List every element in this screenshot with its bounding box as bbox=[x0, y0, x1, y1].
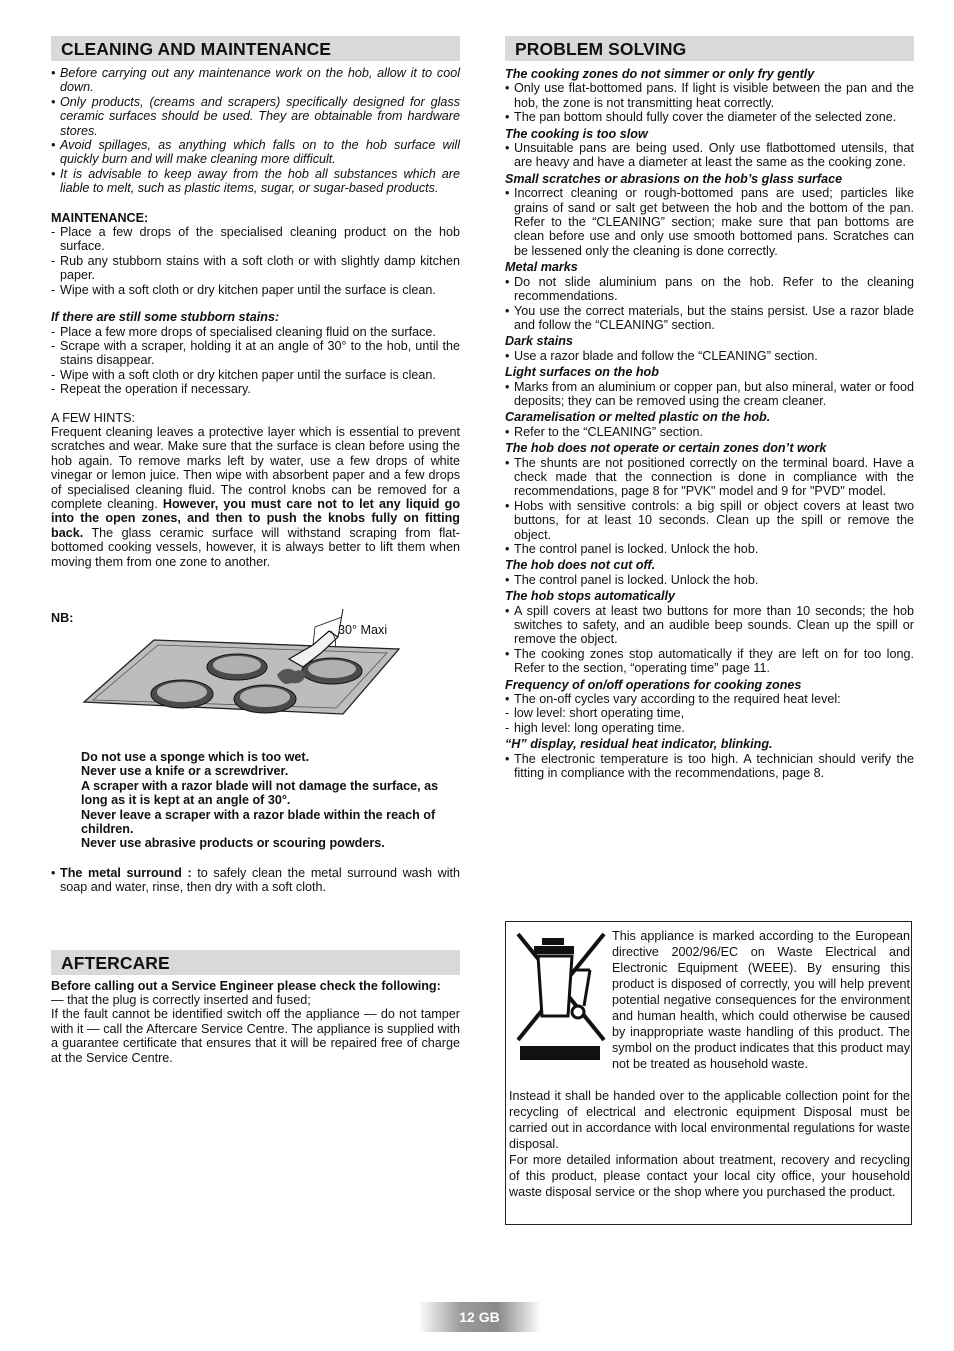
warning-item: Never leave a scraper with a razor blade within the reach of children. bbox=[81, 807, 436, 837]
list-item: • Marks from an aluminium or copper pan, but also mineral, water or food deposits; they can be removed using the cream cleaner. bbox=[505, 380, 914, 409]
right-column bbox=[505, 36, 914, 781]
list-item: • Hobs with sensitive controls: a big spill or object covers at least two buttons, for at least 10 seconds. Clean up the spill or remove the object. bbox=[505, 499, 914, 542]
stubborn-list bbox=[51, 325, 460, 397]
aftercare-line: — that the plug is correctly inserted and fused; bbox=[51, 993, 311, 1008]
problem-heading: The hob does not cut off. bbox=[505, 558, 656, 573]
hints-warning: However, you must care not to let any liquid go into the open zones, and then to push the knobs fully on fitting back. bbox=[51, 496, 461, 540]
hob-scraper-diagram bbox=[51, 607, 460, 742]
list-item: • Only products, (creams and scrapers) specifically designed for glass ceramic surfaces should be used. They are obtainable from hardware stores. bbox=[51, 95, 460, 138]
list-item: • Incorrect cleaning or rough-bottomed pans are used; particles like grains of sand or salt get between the hob and the bottom of the pan. Refer to the “CLEANING” section; make sure that pan bottoms are clean before use and only use smooth bottomed pans. Scratches can be lessened only the cleaning is done correctly. bbox=[505, 186, 914, 258]
problem-heading: The hob does not operate or certain zones don’t work bbox=[505, 441, 827, 456]
crossed-bin-icon bbox=[512, 930, 608, 1060]
list-item: • You use the correct materials, but the stains persist. Use a razor blade and follow the “CLEANING” section. bbox=[505, 304, 914, 333]
list-item bbox=[51, 866, 460, 895]
problem-heading: Metal marks bbox=[505, 260, 578, 275]
list-item: - Rub any stubborn stains with a soft cloth or with slightly damp kitchen paper. bbox=[51, 254, 460, 283]
aftercare-intro: Before calling out a Service Engineer please check the following: bbox=[51, 978, 441, 993]
list-item: - Place a few more drops of specialised cleaning fluid on the surface. bbox=[51, 325, 460, 339]
hints-paragraph bbox=[51, 425, 460, 569]
warning-item: Never use abrasive products or scouring powders. bbox=[81, 836, 385, 851]
list-item: - high level: long operating time. bbox=[505, 721, 914, 735]
warning-item: Never use a knife or a screwdriver. bbox=[81, 764, 289, 779]
nb-label: NB: bbox=[51, 611, 74, 625]
metal-surround-text: to safely clean the metal surround wash with soap and water, rinse, then dry with a soft cloth. bbox=[60, 865, 461, 895]
nb-block bbox=[51, 607, 460, 742]
section-title-problem: PROBLEM SOLVING bbox=[505, 36, 914, 61]
weee-text-below: Instead it shall be handed over to the applicable collection point for the recycling of electrical and electronic equipment Disposal must be carried out in accordance with local environmental regulations for waste disposal. bbox=[509, 1089, 910, 1151]
weee-text-more: For more detailed information about treatment, recovery and recycling of this product, please contact your local city office, your household waste disposal service or the shop where you purchased the product. bbox=[509, 1153, 910, 1199]
page-number: 12 GB bbox=[418, 1302, 541, 1332]
list-item: - Scrape with a scraper, holding it at an angle of 30° to the hob, until the stains disappear. bbox=[51, 339, 460, 368]
problem-list bbox=[505, 67, 914, 781]
list-item: • The pan bottom should fully cover the diameter of the selected zone. bbox=[505, 110, 914, 124]
list-item: • Use a razor blade and follow the “CLEANING” section. bbox=[505, 349, 914, 363]
list-item: • Refer to the “CLEANING” section. bbox=[505, 425, 914, 439]
section-title-cleaning: CLEANING AND MAINTENANCE bbox=[51, 36, 460, 61]
list-item: • The cooking zones stop automatically if they are left on for too long. Refer to the section, “operating time” page 11. bbox=[505, 647, 914, 676]
hints-text: Frequent cleaning leaves a protective layer which is essential to prevent scratches and wear. Make sure that the surface is clean before using the hob again. To remove marks left by water, use a few drops of white vinegar or lemon juice. Then wipe with absorbent paper and a few drops of specialised cleaning fluid. The control knobs can be removed for a complete cleaning. bbox=[51, 424, 460, 511]
list-item: - Wipe with a soft cloth or dry kitchen paper until the surface is clean. bbox=[51, 368, 460, 382]
list-item: • Before carrying out any maintenance work on the hob, allow it to cool down. bbox=[51, 66, 460, 95]
weee-notice bbox=[505, 921, 912, 1225]
weee-text-beside: This appliance is marked according to the European directive 2002/96/EC on Waste Electrical and Electronic Equipment (WEEE). By ensuring this product is disposed of correctly, you will help prevent potential negative consequences for the environment and human health, which could otherwise be caused by inappropriate waste handling of this product. The symbol on the product indicates that this product may not be treated as household waste. bbox=[612, 929, 910, 1071]
left-column bbox=[51, 36, 460, 1065]
list-item: - Repeat the operation if necessary. bbox=[51, 382, 460, 396]
list-item: • The electronic temperature is too high. A technician should verify the fitting in compliance with the recommendations, page 8. bbox=[505, 752, 914, 781]
list-item: • The control panel is locked. Unlock the hob. bbox=[505, 573, 914, 587]
intro-list bbox=[51, 66, 460, 196]
problem-heading: “H” display, residual heat indicator, blinking. bbox=[505, 737, 773, 752]
list-item: • The shunts are not positioned correctly on the terminal board. Have a check made that the connection is done in compliance with the recommendations, page 8 for "PVK" model and 9 for "PVD" model. bbox=[505, 456, 914, 499]
metal-surround bbox=[51, 866, 460, 895]
list-item: • Unsuitable pans are being used. Only use flatbottomed utensils, that are heavy and have a diameter at least the same as the cooking zone. bbox=[505, 141, 914, 170]
section-title-aftercare: AFTERCARE bbox=[51, 950, 460, 975]
list-item: - low level: short operating time, bbox=[505, 706, 914, 720]
list-item: • Avoid spillages, as anything which falls on to the hob surface will quickly burn and will make cleaning more difficult. bbox=[51, 138, 460, 167]
stubborn-heading: If there are still some stubborn stains: bbox=[51, 310, 280, 325]
problem-heading: Small scratches or abrasions on the hob’s glass surface bbox=[505, 171, 843, 186]
warning-item: Do not use a sponge which is too wet. bbox=[81, 750, 310, 764]
problem-heading: Light surfaces on the hob bbox=[505, 365, 659, 380]
list-item: • It is advisable to keep away from the hob all substances which are liable to melt, such as plastic items, sugar, or sugar-based products. bbox=[51, 167, 460, 196]
maintenance-heading: MAINTENANCE: bbox=[51, 210, 149, 225]
problem-heading: Frequency of on/off operations for cooking zones bbox=[505, 677, 802, 692]
list-item: • The on-off cycles vary according to the required heat level: bbox=[505, 692, 914, 706]
angle-label: 30° Maxi bbox=[338, 623, 388, 637]
hints-heading: A FEW HINTS: bbox=[51, 410, 135, 425]
list-item: • A spill covers at least two buttons for more than 10 seconds; the hob switches to safety, and an audible beep sounds. Clean up the spill or remove the object. bbox=[505, 604, 914, 647]
problem-heading: The cooking zones do not simmer or only fry gently bbox=[505, 67, 815, 81]
list-item: • Do not slide aluminium pans on the hob. Refer to the cleaning recommendations. bbox=[505, 275, 914, 304]
list-item: • Only use flat-bottomed pans. If light is visible between the pan and the hob, the zone is not transmitting heat correctly. bbox=[505, 81, 914, 110]
problem-heading: Caramelisation or melted plastic on the hob. bbox=[505, 410, 771, 425]
aftercare-text: If the fault cannot be identified switch off the appliance — do not tamper with it — call the Aftercare Service Centre. The appliance is supplied with a guarantee certificate that ensures that it will be repaired free of charge at the Service Centre. bbox=[51, 1007, 460, 1065]
list-item: - Place a few drops of the specialised cleaning product on the hob surface. bbox=[51, 225, 460, 254]
list-item: - Wipe with a soft cloth or dry kitchen paper until the surface is clean. bbox=[51, 283, 460, 297]
maintenance-list bbox=[51, 225, 460, 297]
metal-surround-label: The metal surround : bbox=[60, 865, 192, 880]
warning-list bbox=[81, 750, 460, 851]
problem-heading: Dark stains bbox=[505, 334, 573, 349]
list-item: • The control panel is locked. Unlock the hob. bbox=[505, 542, 914, 556]
problem-heading: The cooking is too slow bbox=[505, 126, 648, 141]
warning-item: A scraper with a razor blade will not damage the surface, as long as it is kept at an angle of 30°. bbox=[81, 778, 439, 808]
hints-text-2: The glass ceramic surface will withstand scraping from flat-bottomed cooking vessels, however, it is always better to lift them when moving them from one zone to another. bbox=[51, 525, 461, 569]
problem-heading: The hob stops automatically bbox=[505, 589, 676, 604]
